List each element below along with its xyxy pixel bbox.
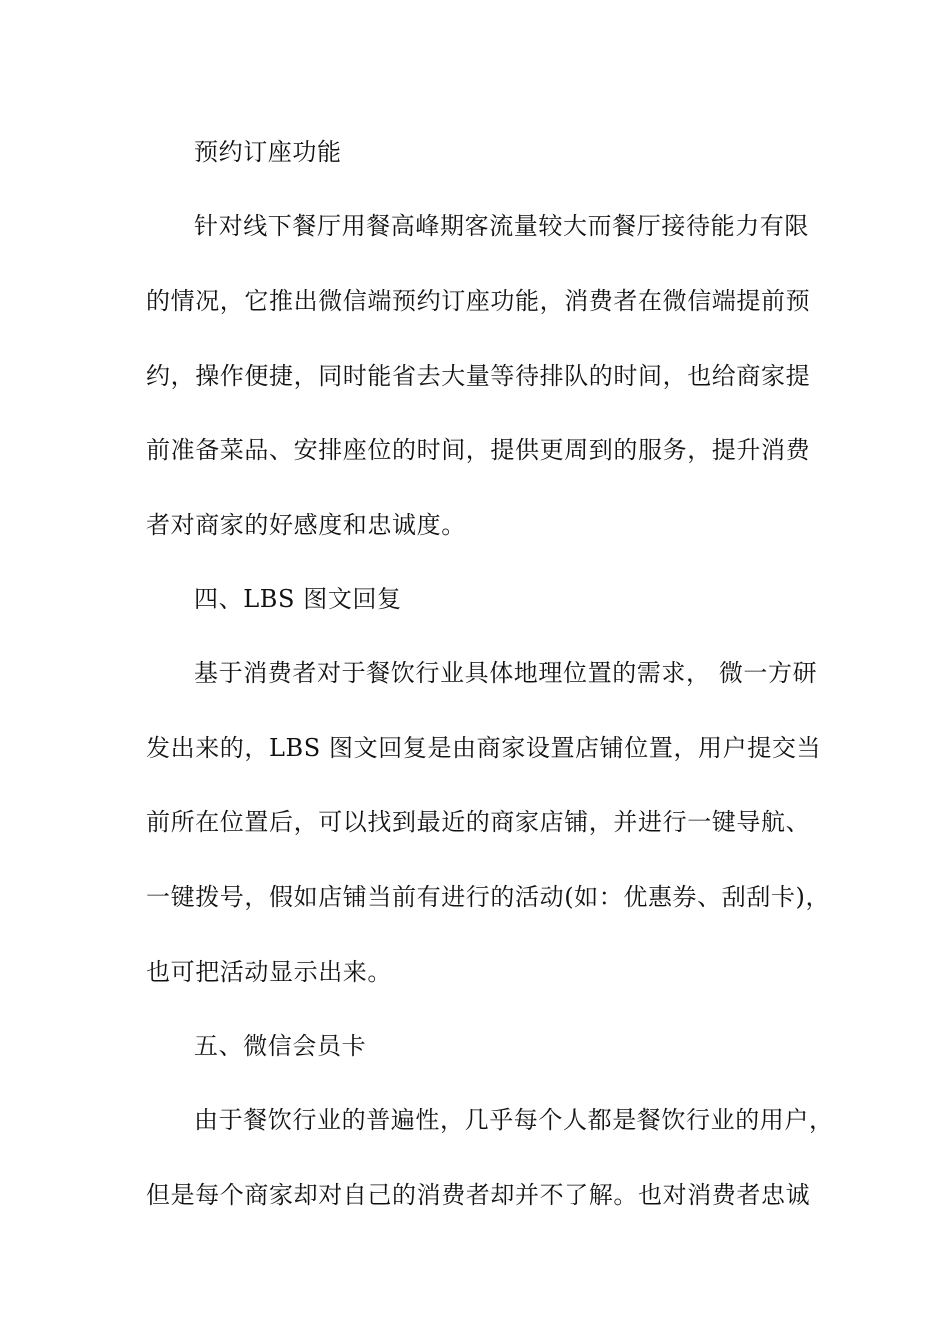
paragraph-line: 约，操作便捷，同时能省去大量等待排队的时间，也给商家提 [146, 362, 811, 390]
paragraph-line: 基于消费者对于餐饮行业具体地理位置的需求， 微一方研 [194, 659, 818, 687]
paragraph-line: 但是每个商家却对自己的消费者却并不了解。也对消费者忠诚 [146, 1181, 811, 1209]
paragraph-line: 发出来的，LBS 图文回复是由商家设置店铺位置，用户提交当 [146, 734, 822, 762]
paragraph-line: 者对商家的好感度和忠诚度。 [146, 511, 466, 539]
paragraph-line: 的情况，它推出微信端预约订座功能，消费者在微信端提前预 [146, 287, 811, 315]
heading-reservation: 预约订座功能 [194, 138, 342, 166]
paragraph-line: 一键拨号，假如店铺当前有进行的活动(如：优惠券、刮刮卡)， [146, 883, 831, 911]
paragraph-line: 由于餐饮行业的普遍性，几乎每个人都是餐饮行业的用户， [194, 1106, 834, 1134]
heading-membership-card: 五、微信会员卡 [194, 1032, 367, 1060]
heading-lbs: 四、LBS 图文回复 [194, 585, 402, 613]
paragraph-line: 针对线下餐厅用餐高峰期客流量较大而餐厅接待能力有限 [194, 212, 809, 240]
paragraph-line: 前准备菜品、安排座位的时间，提供更周到的服务，提升消费 [146, 436, 811, 464]
paragraph-line: 也可把活动显示出来。 [146, 958, 392, 986]
paragraph-line: 前所在位置后，可以找到最近的商家店铺，并进行一键导航、 [146, 808, 811, 836]
